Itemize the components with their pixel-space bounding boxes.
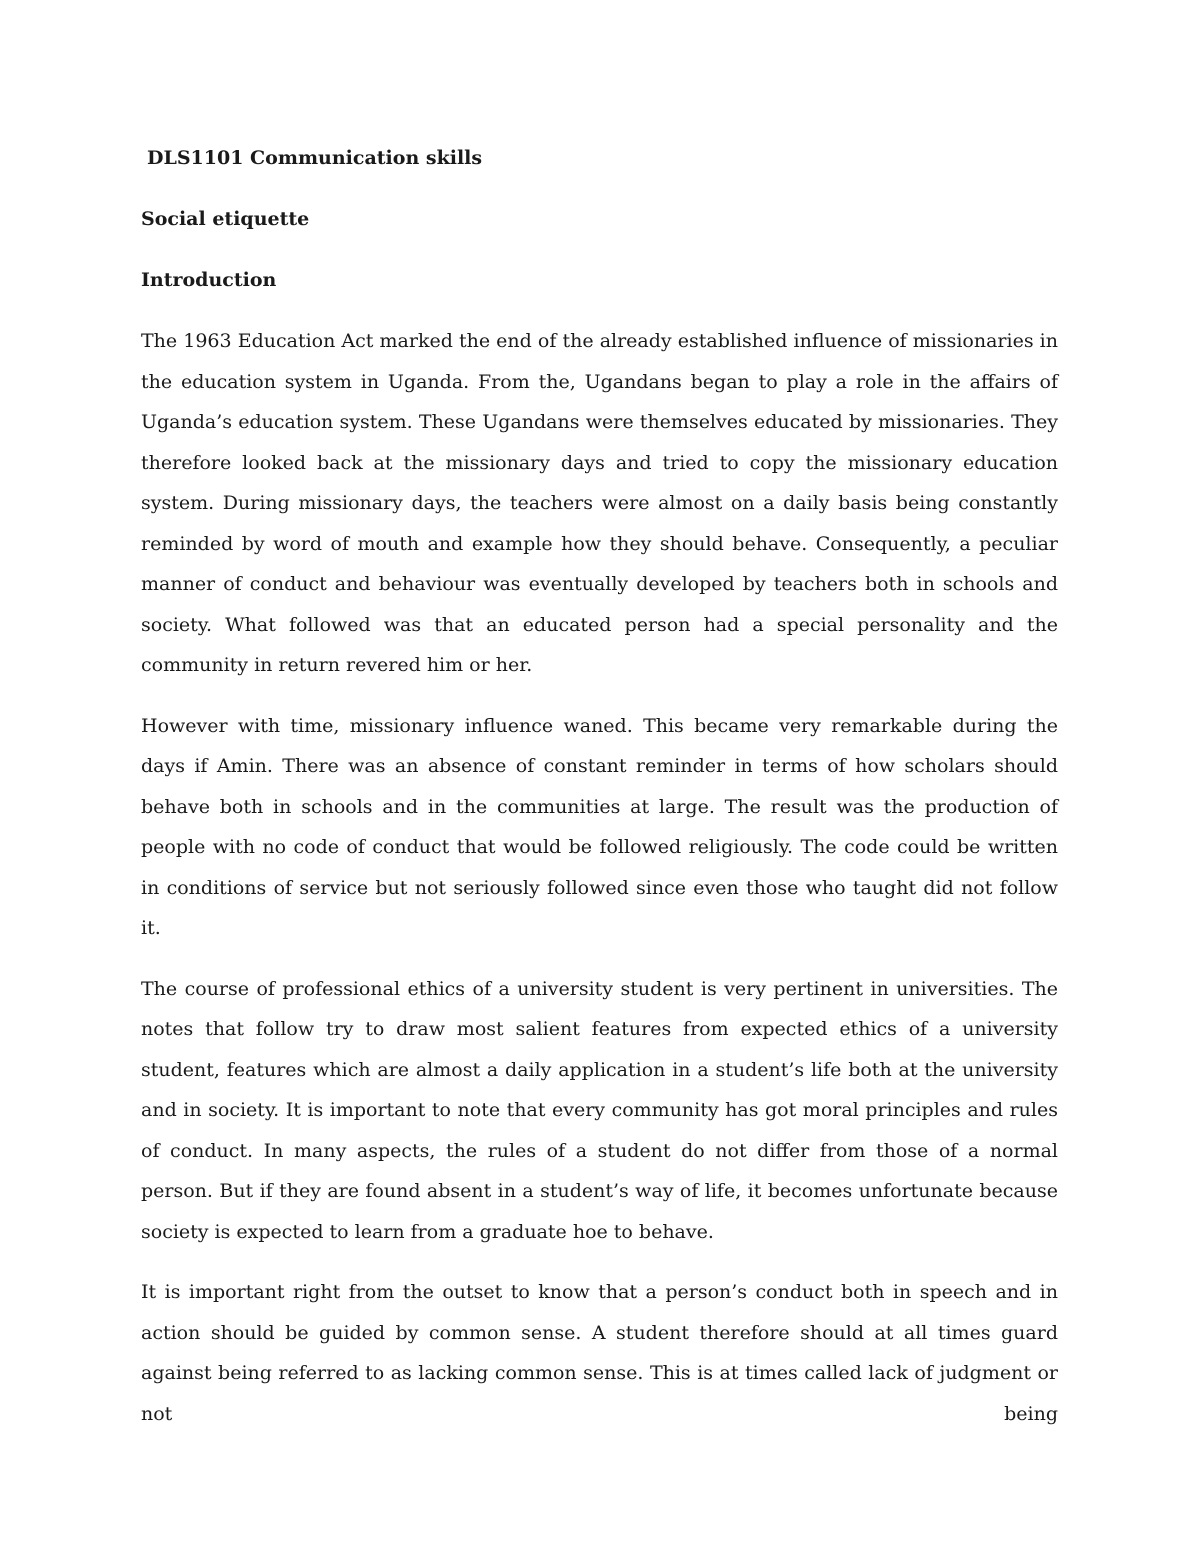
paragraph-3: The course of professional ethics of a university student is very pertinent in universities. The notes that follow try to draw most salient features from expected ethics of a university student, features which are almost a daily application in a student’s life both at the university and in society. It is important to note that every community has got moral principles and rules of conduct. In many aspects, the rules of a student do not differ from those of a normal person. But if they are found absent in a student’s way of life, it becomes unfortunate because society is expected to learn from a graduate hoe to behave. bbox=[141, 977, 1058, 1243]
topic-heading: Social etiquette bbox=[141, 208, 310, 230]
paragraph-4: It is important right from the outset to know that a person’s conduct both in speech and in action should be guided by common sense. A student therefore should at all times guard against being referred to as lacking common sense. This is at times called lack of judgment or not being bbox=[141, 1281, 1058, 1425]
section-heading: Introduction bbox=[141, 269, 277, 291]
paragraph-2: However with time, missionary influence waned. This became very remarkable during the days if Amin. There was an absence of constant reminder in terms of how scholars should behave both in schools and in the communities at large. The result was the production of people with no code of conduct that would be followed religiously. The code could be written in conditions of service but not seriously followed since even those who taught did not follow it. bbox=[141, 714, 1058, 939]
paragraph-1: The 1963 Education Act marked the end of the already established influence of missionaries in the education system in Uganda. From the, Ugandans began to play a role in the affairs of Uganda’s education system. These Ugandans were themselves educated by missionaries. They therefore looked back at the missionary days and tried to copy the missionary education system. During missionary days, the teachers were almost on a daily basis being constantly reminded by word of mouth and example how they should behave. Consequently, a peculiar manner of conduct and behaviour was eventually developed by teachers both in schools and society. What followed was that an educated person had a special personality and the community in return revered him or her. bbox=[141, 330, 1058, 676]
document-body bbox=[141, 138, 1058, 1454]
course-title: DLS1101 Communication skills bbox=[147, 147, 483, 169]
